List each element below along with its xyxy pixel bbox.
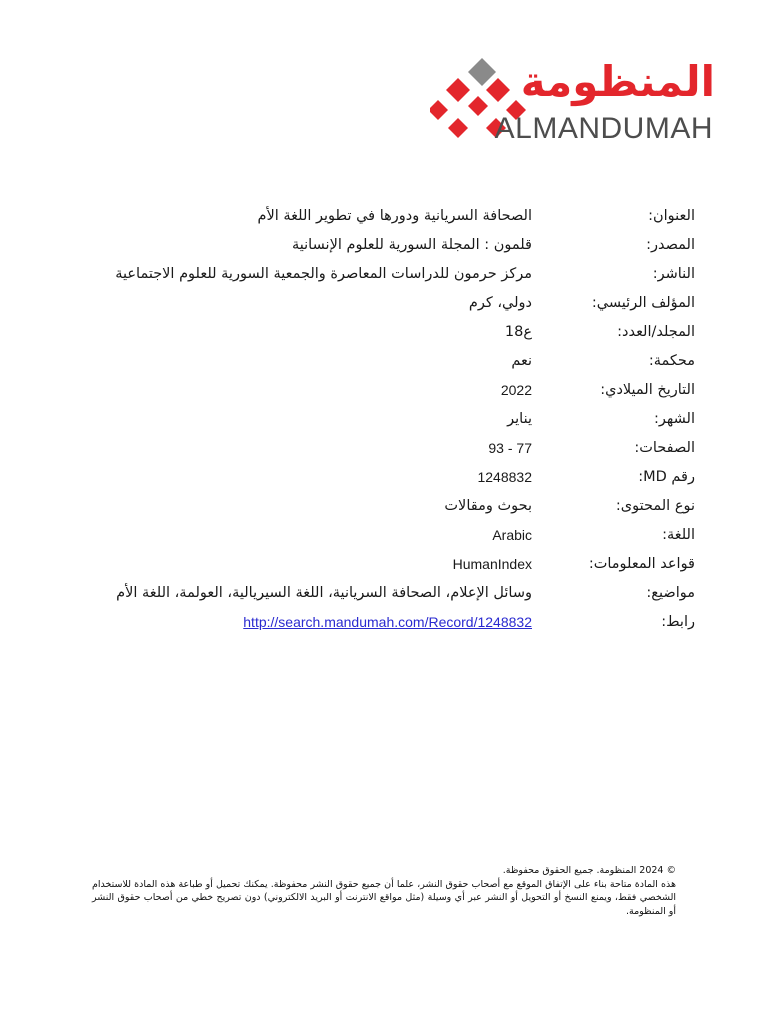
record-details xyxy=(0,205,768,640)
copyright-line: © 2024 المنظومة. جميع الحقوق محفوظة. xyxy=(502,865,676,876)
record-row-author xyxy=(0,292,768,321)
record-value: مركز حرمون للدراسات المعاصرة والجمعية السورية للعلوم الاجتماعية xyxy=(115,266,532,282)
record-row-subjects xyxy=(0,582,768,611)
record-row-language xyxy=(0,524,768,553)
record-label: المؤلف الرئيسي: xyxy=(591,295,695,311)
record-row-volume-issue xyxy=(0,321,768,350)
record-value: وسائل الإعلام، الصحافة السريانية، اللغة السيريالية، العولمة، اللغة الأم xyxy=(116,585,532,601)
record-value: Arabic xyxy=(492,527,532,543)
record-row-pages xyxy=(0,437,768,466)
almandumah-logo xyxy=(430,56,715,146)
record-value xyxy=(92,611,532,634)
record-label: مواضيع: xyxy=(646,585,695,601)
record-value: ع18 xyxy=(504,324,532,340)
record-label: الناشر: xyxy=(652,266,695,282)
record-row-link xyxy=(0,611,768,640)
record-value: 1248832 xyxy=(477,469,532,485)
logo-arabic-name: المنظومة xyxy=(520,57,715,106)
record-label: نوع المحتوى: xyxy=(615,498,695,514)
record-value: نعم xyxy=(511,353,532,369)
record-row-source xyxy=(0,234,768,263)
record-label: قواعد المعلومات: xyxy=(588,556,695,572)
record-label: اللغة: xyxy=(662,527,695,543)
record-label: رقم MD: xyxy=(638,469,695,485)
record-value: 2022 xyxy=(500,382,532,398)
record-label: المجلد/العدد: xyxy=(617,324,695,340)
copyright-notice: هذه المادة متاحة بناء على الإتفاق الموقع مع أصحاب حقوق النشر، علما أن جميع حقوق النشر محفوظة. يمكنك تحميل أو طباعة هذه المادة للاستخدام الشخصي فقط، ويمنع النسخ أو التحويل أو النشر عبر أي وسيلة (مثل مواقع الانترنت أو البريد الالكتروني) دون تصريح خطي من أصحاب حقوق النشر أو المنظومة. xyxy=(92,878,676,917)
copyright-footer xyxy=(92,864,676,918)
record-link[interactable]: http://search.mandumah.com/Record/1248832 xyxy=(243,614,532,630)
record-row-year xyxy=(0,379,768,408)
record-label: الشهر: xyxy=(654,411,695,427)
record-value: 77 - 93 xyxy=(488,440,532,456)
record-label: المصدر: xyxy=(646,237,695,253)
record-value: قلمون : المجلة السورية للعلوم الإنسانية xyxy=(292,237,532,253)
record-value: HumanIndex xyxy=(452,556,532,572)
record-label: رابط: xyxy=(661,614,695,630)
record-row-content-type xyxy=(0,495,768,524)
record-row-month xyxy=(0,408,768,437)
record-row-databases xyxy=(0,553,768,582)
record-value: بحوث ومقالات xyxy=(444,498,532,514)
record-label: التاريخ الميلادي: xyxy=(600,382,695,398)
record-label: محكمة: xyxy=(648,353,695,369)
logo-latin-name: ALMANDUMAH xyxy=(494,112,713,145)
record-row-peer-reviewed xyxy=(0,350,768,379)
record-row-publisher xyxy=(0,263,768,292)
record-label: العنوان: xyxy=(648,208,695,224)
record-value: يناير xyxy=(507,411,532,427)
record-row-title xyxy=(0,205,768,234)
record-row-md-number xyxy=(0,466,768,495)
record-label: الصفحات: xyxy=(634,440,695,456)
record-value: دولي، كرم xyxy=(468,295,532,311)
record-value: الصحافة السريانية ودورها في تطوير اللغة الأم xyxy=(257,208,532,224)
